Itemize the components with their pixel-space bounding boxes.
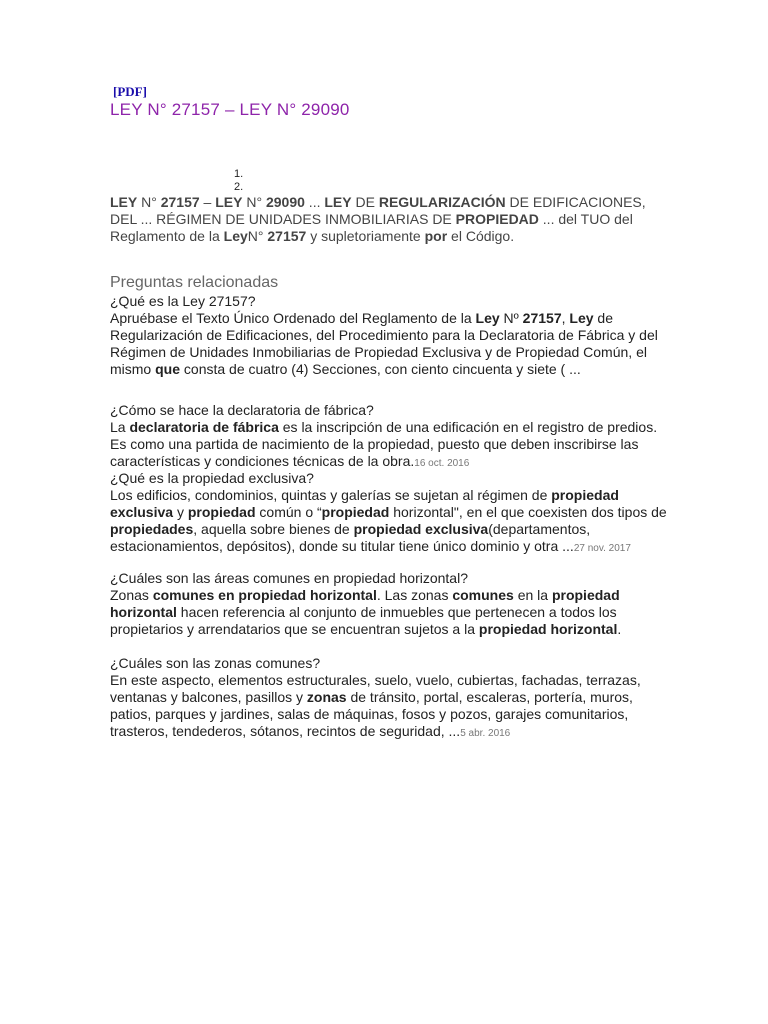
related-question-5[interactable] <box>110 655 670 742</box>
snippet-text: N° <box>137 194 161 210</box>
snippet-bold: PROPIEDAD <box>455 211 539 227</box>
related-question-2[interactable] <box>110 402 670 472</box>
snippet-bold: Ley <box>223 228 248 244</box>
snippet-text: – <box>199 194 216 210</box>
answer-text: En este aspecto, elementos estructurales, suelo, vuelo, cubiertas, fachadas, terrazas, ventanas y balcones, pasillos y zonas de tránsito, portal, escaleras, portería, muros, patios, parques y jardines, salas de máquinas, fosos y pozos, garajes comunitarios, trasteros, tendederos, sótanos, recintos de seguridad, ...5 abr. 2016 <box>110 672 641 739</box>
result-title-link[interactable]: LEY N° 27157 – LEY N° 29090 <box>110 100 350 119</box>
answer-text: Zonas comunes en propiedad horizontal. Las zonas comunes en la propiedad horizontal hacen referencia al conjunto de inmuebles que pertenecen a todos los propietarios y arrendatarios que se encuentran sujetos a la propiedad horizontal. <box>110 587 622 637</box>
related-question-4[interactable] <box>110 570 670 638</box>
snippet-bold: LEY <box>110 194 138 210</box>
snippet-bold: 27157 <box>267 228 307 244</box>
snippet-bold: por <box>424 228 448 244</box>
snippet-bold: 29090 <box>265 194 305 210</box>
question-text[interactable]: ¿Cuáles son las zonas comunes? <box>110 655 321 671</box>
snippet-text: y supletoriamente <box>306 228 425 244</box>
answer-text: Apruébase el Texto Único Ordenado del Reglamento de la Ley Nº 27157, Ley de Regularización de Edificaciones, del Procedimiento para la Declaratoria de Fábrica y del Régimen de Unidades Inmobiliarias de Propiedad Exclusiva y de Propiedad Común, el mismo que consta de cuatro (4) Secciones, con ciento cincuenta y siete ( ... <box>110 310 658 377</box>
related-question-1[interactable] <box>110 293 670 378</box>
question-text[interactable]: ¿Cómo se hace la declaratoria de fábrica? <box>110 402 374 418</box>
snippet-text: ... <box>304 194 325 210</box>
snippet-bold: LEY <box>324 194 352 210</box>
snippet-text: DE <box>351 194 379 210</box>
snippet-text: DE EDIFICACIONES, DEL ... RÉGIMEN DE UNIDADES INMOBILIARIAS DE <box>110 194 646 227</box>
answer-text: Los edificios, condominios, quintas y galerías se sujetan al régimen de propiedad exclusiva y propiedad común o “propiedad horizontal", en el que coexisten dos tipos de propiedades, aquella sobre bienes de propiedad exclusiva(departamentos, estacionamientos, depósitos), donde su titular tiene único dominio y otra ...27 nov. 2017 <box>110 487 667 554</box>
answer-date: 27 nov. 2017 <box>573 543 631 554</box>
related-questions-heading: Preguntas relacionadas <box>110 274 279 291</box>
answer-text: La declaratoria de fábrica es la inscripción de una edificación en el registro de predios. Es como una partida de nacimiento de la propiedad, puesto que deben inscribirse las características y condiciones técnicas de la obra.16 oct. 2016 <box>110 419 658 469</box>
answer-date: 16 oct. 2016 <box>414 458 470 469</box>
snippet-text: N° <box>242 194 266 210</box>
numbered-list <box>234 168 243 194</box>
list-number-2: 2. <box>234 181 244 193</box>
answer-date: 5 abr. 2016 <box>460 728 511 739</box>
snippet-bold: 27157 <box>160 194 200 210</box>
file-type-tag: [PDF] <box>113 84 147 99</box>
snippet-text: ... del TUO del Reglamento de la <box>110 211 633 244</box>
snippet-text: N° <box>247 228 268 244</box>
snippet-text: el Código. <box>447 228 515 244</box>
question-text[interactable]: ¿Qué es la Ley 27157? <box>110 293 256 309</box>
snippet-bold: LEY <box>215 194 243 210</box>
list-number-1: 1. <box>234 168 244 180</box>
related-question-3[interactable] <box>110 470 670 557</box>
result-snippet <box>110 194 670 245</box>
question-text[interactable]: ¿Qué es la propiedad exclusiva? <box>110 470 314 486</box>
question-text[interactable]: ¿Cuáles son las áreas comunes en propiedad horizontal? <box>110 570 468 586</box>
snippet-bold: REGULARIZACIÓN <box>378 194 506 210</box>
